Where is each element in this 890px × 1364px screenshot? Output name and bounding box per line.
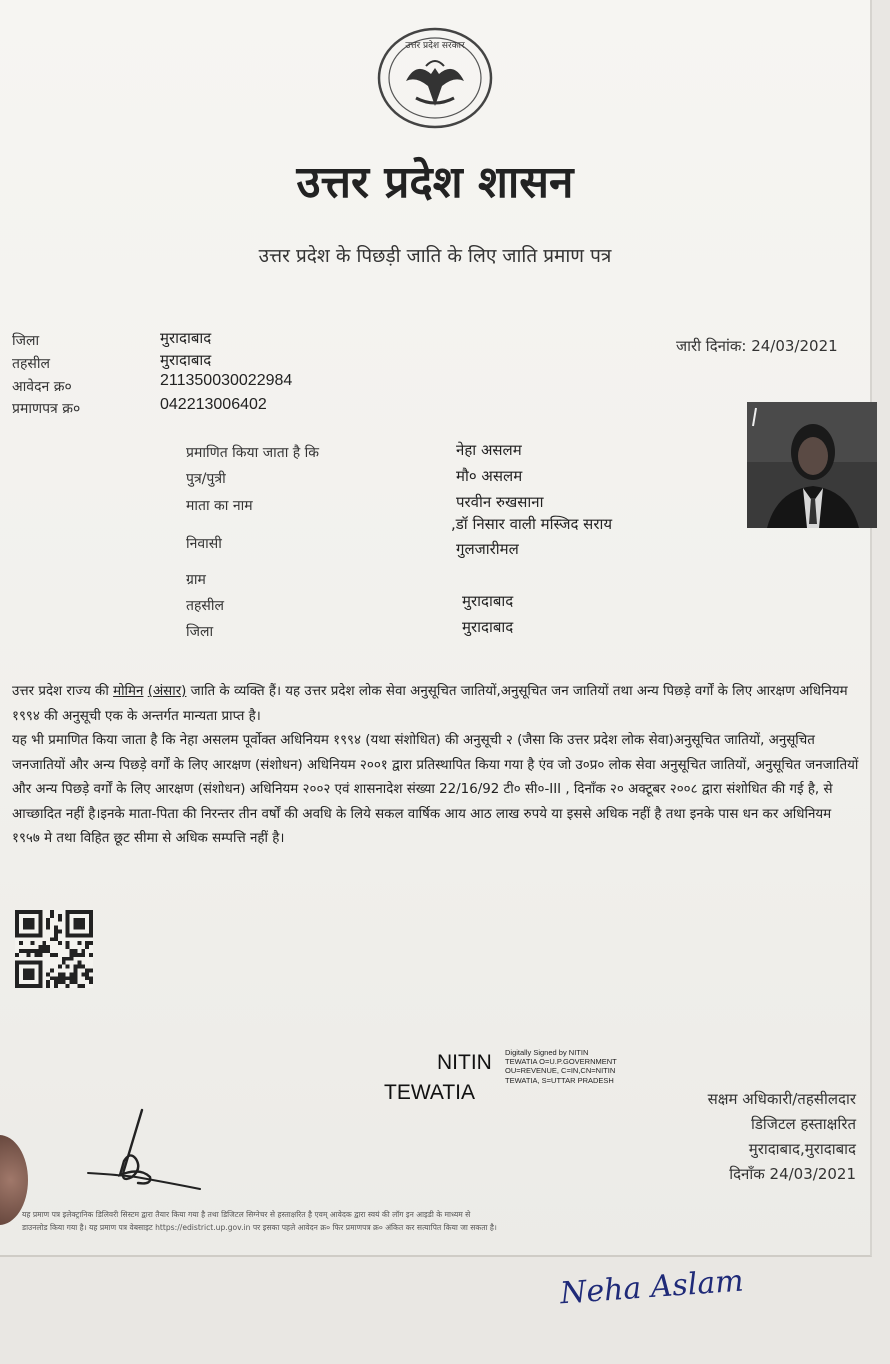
applicant-name: नेहा असलम <box>456 441 522 459</box>
mother-name: परवीन रुखसाना <box>456 493 544 511</box>
footer-note <box>22 1208 862 1234</box>
caste-statement: उत्तर प्रदेश राज्य की मोमिन (अंसार) जाति के व्यक्ति हैं। यह उत्तर प्रदेश लोक सेवा अनुसूचित जातियों,अनुसूचित जन जातियों तथा अन्य पिछड़े वर्गों के लिए आरक्षण अधिनियम १९९४ की अनुसूची एक के अन्तर्गत मान्यता प्राप्त है। <box>12 684 848 724</box>
mother-label: माता का नाम <box>186 498 253 514</box>
resident-address-line-1: ,डॉ निसार वाली मस्जिद सराय <box>451 515 613 533</box>
detail-district-label: जिला <box>186 624 214 640</box>
income-statement: यह भी प्रमाणित किया जाता है कि नेहा असलम पूर्वोक्त अधिनियम १९९४ (यथा संशोधित) की अनुसूची २ (जैसा कि उत्तर प्रदेश लोक सेवा)अनुसूचित जातियों, अनुसूचित जनजातियों और अन्य पिछड़े वर्गों के लिए आरक्षण (संशोधन) अधिनियम २००१ द्वारा प्रतिस्थापित किया गया है एंव जो उ०प्र० लोक सेवा अनुसूचित जातियों, अनुसूचित जनजातियों और अन्य पिछड़े वर्गों के लिए आरक्षण (संशोधन) अधिनियम २००२ एवं शासनादेश संख्या 22/16/92 टी० सी०-III , दिनाँक २० अक्टूबर २००८ द्वारा संशोधित की गई है, से आच्छादित नहीं है।इनके माता-पिता की निरन्तर तीन वर्षों की अवधि के लिये सकल वार्षिक आय आठ लाख रुपये या इससे अधिक नहीं है तथा इनके पास धन कर अधिनियम १९५७ मे तथा विहित छूट सीमा से अधिक सम्पत्ति नहीं है। <box>12 733 859 846</box>
certificate-number-label: प्रमाणपत्र क्र० <box>12 401 81 417</box>
certificate-body <box>12 680 862 852</box>
up-government-seal <box>376 26 494 130</box>
seal-text: उत्तर प्रदेश सरकार <box>405 41 465 51</box>
certificate-number-value: 042213006402 <box>160 396 267 413</box>
relation-label: पुत्र/पुत्री <box>186 471 226 487</box>
digital-signature-block <box>384 1048 617 1108</box>
official-ink-signature <box>80 1105 210 1200</box>
applicant-photo <box>747 402 877 528</box>
village-label: ग्राम <box>186 572 206 588</box>
caste-subgroup: (अंसार) <box>147 684 187 699</box>
footer-line-1: यह प्रमाण पत्र इलेक्ट्रानिक डिलिवरी सिस्टम द्वारा तैयार किया गया है तथा डिजिटल सिग्नेचर से हस्ताक्षरित है एवम् आवेदक द्वारा स्वयं की लॉग इन आइडी के माध्यम से <box>22 1210 471 1219</box>
district-label: जिला <box>12 333 40 349</box>
page-title: उत्तर प्रदेश शासन <box>296 157 574 208</box>
authority-digital-signed: डिजिटल हस्ताक्षरित <box>751 1115 856 1133</box>
signer-first-name: NITIN <box>437 1051 492 1074</box>
issue-date: जारी दिनांक: 24/03/2021 <box>676 337 838 355</box>
application-number-value: 211350030022984 <box>160 372 293 389</box>
caste-name: मोमिन <box>113 684 144 699</box>
tehsil-value: मुरादाबाद <box>160 351 212 369</box>
handwritten-signature: Neha Aslam <box>559 1263 745 1312</box>
detail-tehsil-value: मुरादाबाद <box>462 592 514 610</box>
authority-location: मुरादाबाद,मुरादाबाद <box>748 1140 856 1158</box>
digital-signature-details: Digitally Signed by NITIN TEWATIA O=U.P.GOVERNMENT OU=REVENUE, C=IN,CN=NITIN TEWATIA, S=UTTAR PRADESH <box>505 1048 617 1085</box>
detail-district-value: मुरादाबाद <box>462 618 514 636</box>
district-value: मुरादाबाद <box>160 329 212 347</box>
signer-last-name: TEWATIA <box>384 1081 475 1104</box>
certified-label: प्रमाणित किया जाता है कि <box>186 445 320 461</box>
authority-block <box>708 1087 856 1187</box>
father-name: मौ० असलम <box>456 467 523 485</box>
certificate-subtitle: उत्तर प्रदेश के पिछड़ी जाति के लिए जाति प्रमाण पत्र <box>258 245 612 267</box>
application-number-label: आवेदन क्र० <box>12 379 72 395</box>
resident-address-line-2: गुलजारीमल <box>456 540 519 558</box>
footer-line-2: डाउनलोड किया गया है। यह प्रमाण पत्र वेबसाइट https://edistrict.up.gov.in पर इसका पहले आवेदन क्र० फिर प्रमाणपत्र क्र० अंकित कर सत्यापित किया जा सकता है। <box>22 1223 497 1232</box>
resident-label: निवासी <box>186 536 222 552</box>
authority-designation: सक्षम अधिकारी/तहसीलदार <box>707 1090 856 1108</box>
qr-code <box>14 910 94 988</box>
tehsil-label: तहसील <box>12 356 50 372</box>
detail-tehsil-label: तहसील <box>186 598 224 614</box>
authority-date: दिनाँक 24/03/2021 <box>729 1165 856 1183</box>
